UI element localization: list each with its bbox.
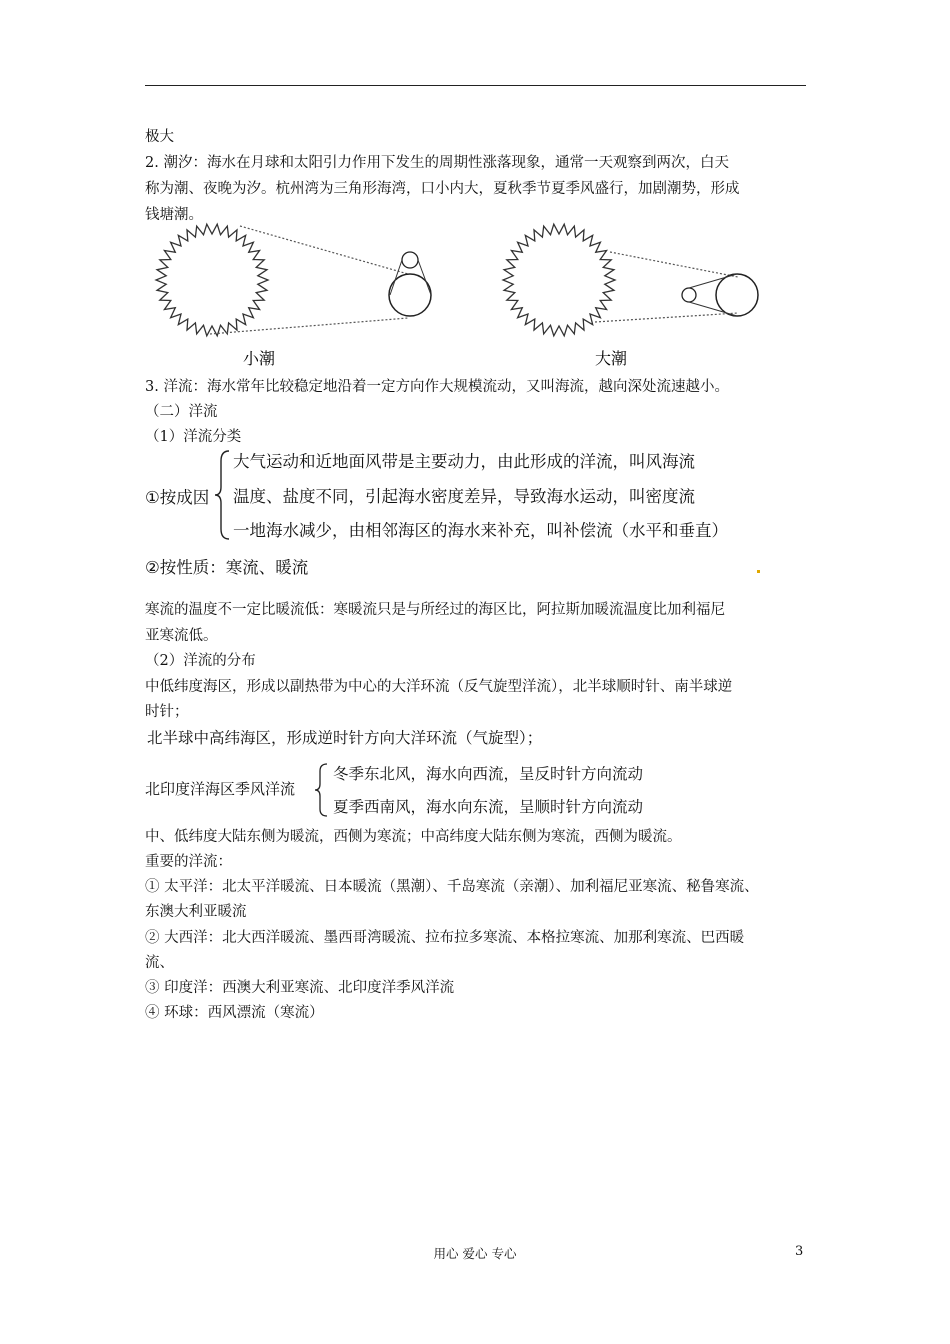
cause-item: 一地海水减少，由相邻海区的海水来补充，叫补偿流（水平和垂直） (233, 521, 728, 540)
text-line: （二）洋流 (145, 404, 218, 420)
text-line: 中低纬度海区，形成以副热带为中心的大洋环流（反气旋型洋流），北半球顺时针、南半球逆 (145, 679, 733, 695)
moon-circle (402, 252, 418, 268)
monsoon-current (145, 758, 785, 820)
text-line: 东澳大利亚暖流 (145, 904, 247, 920)
text-line: 重要的洋流： (145, 854, 232, 870)
footer-text: 用心 爱心 专心 (433, 1246, 517, 1261)
monsoon-item: 冬季东北风，海水向西流，呈反时针方向流动 (333, 765, 644, 783)
moon-circle (682, 288, 696, 302)
page-number: 3 (795, 1244, 804, 1259)
text-line: 极大 (145, 129, 174, 145)
brace-icon (313, 762, 329, 818)
text-line: 寒流的温度不一定比暖流低：寒暖流只是与所经过的海区比，阿拉斯加暖流温度比加利福尼 (145, 602, 725, 618)
spring-tide-figure (503, 224, 758, 368)
text-line: 亚寒流低。 (145, 628, 218, 644)
tangent-line (595, 313, 738, 322)
cause-heading: ①按成因 (145, 488, 210, 507)
sun-icon (156, 224, 268, 336)
sun-icon (503, 224, 615, 336)
monsoon-item: 夏季西南风，海水向东流，呈顺时针方向流动 (333, 798, 644, 816)
text-line: 中、低纬度大陆东侧为暖流，西侧为寒流；中高纬度大陆东侧为寒流，西侧为暖流。 (145, 829, 682, 845)
tangent-line (240, 226, 408, 274)
cause-item: 大气运动和近地面风带是主要动力，由此形成的洋流，叫风海流 (233, 452, 695, 471)
nature-heading: ②按性质：寒流、暖流 (145, 558, 309, 577)
text-line: 钱塘潮。 (145, 207, 203, 223)
text-line: 时针； (145, 704, 189, 720)
neap-tide-label: 小潮 (243, 349, 276, 368)
text-line: ③ 印度洋：西澳大利亚寒流、北印度洋季风洋流 (145, 980, 455, 996)
stray-mark (757, 570, 760, 573)
tangent-line (210, 318, 408, 334)
tangent-line (610, 252, 738, 277)
text-line: 2. 潮汐：海水在月球和太阳引力作用下发生的周期性涨落现象，通常一天观察到两次，白天 (145, 155, 729, 171)
classification-by-cause (145, 445, 785, 585)
brace-icon (213, 449, 231, 541)
text-line: ① 太平洋：北太平洋暖流、日本暖流（黑潮）、千岛寒流（亲潮）、加利福尼亚寒流、秘鲁寒流、 (145, 879, 759, 895)
text-line: 流、 (145, 955, 174, 971)
text-line: 称为潮、夜晚为汐。杭州湾为三角形海湾，口小内大，夏秋季节夏季风盛行，加剧潮势，形成 (145, 181, 740, 197)
header-rule (145, 85, 806, 86)
spring-tide-label: 大潮 (595, 349, 628, 368)
north-gyre-text: 北半球中高纬海区，形成逆时针方向大洋环流（气旋型）； (147, 729, 543, 747)
neap-tide-figure (156, 224, 431, 368)
earth-circle (716, 274, 758, 316)
cause-item: 温度、盐度不同，引起海水密度差异，导致海水运动，叫密度流 (233, 487, 695, 506)
text-line: 3. 洋流：海水常年比较稳定地沿着一定方向作大规模流动，又叫海流，越向深处流速越小。 (145, 379, 729, 395)
monsoon-heading: 北印度洋海区季风洋流 (145, 780, 296, 798)
text-line: ② 大西洋：北大西洋暖流、墨西哥湾暖流、拉布拉多寒流、本格拉寒流、加那利寒流、巴西暖 (145, 930, 745, 946)
tide-diagram (140, 222, 780, 370)
text-line: （2）洋流的分布 (145, 653, 256, 669)
text-line: ④ 环球：西风漂流（寒流） (145, 1005, 324, 1021)
text-line: （1）洋流分类 (145, 429, 242, 445)
